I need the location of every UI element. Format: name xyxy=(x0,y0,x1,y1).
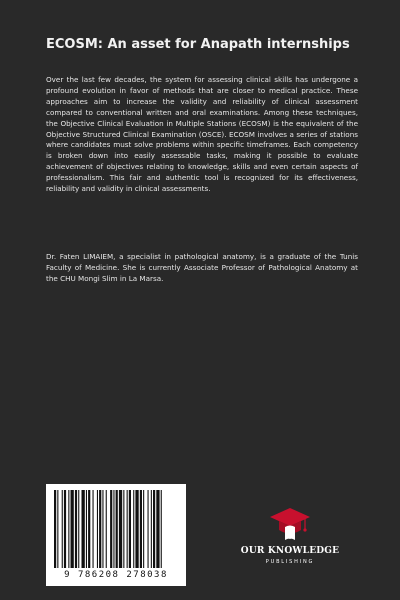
barcode-bar xyxy=(54,490,56,568)
barcode-bar xyxy=(62,490,63,568)
barcode-bar xyxy=(75,490,77,568)
barcode-bar xyxy=(119,490,122,568)
publisher-name: OUR KNOWLEDGE xyxy=(240,546,340,556)
barcode-bar xyxy=(110,490,112,568)
barcode-bar xyxy=(88,490,90,568)
barcode-digits: 9 786208 278038 xyxy=(64,570,168,580)
barcode-bar xyxy=(78,490,79,568)
barcode-bar xyxy=(143,490,144,568)
barcode-bar xyxy=(127,490,128,568)
barcode-bar xyxy=(123,490,124,568)
author-bio: Dr. Faten LIMAIEM, a specialist in pathological anatomy, is a graduate of the Tunis Faculty of Medicine. She is currently Associate Professor of Pathological Anatomy at the CHU Mongi Slim in La Marsa. xyxy=(46,252,358,283)
barcode-bar xyxy=(135,490,138,568)
barcode-bar xyxy=(153,490,155,568)
barcode-bar xyxy=(140,490,142,568)
barcode-bar xyxy=(133,490,134,568)
graduation-cap-icon xyxy=(269,506,311,542)
publisher-logo xyxy=(230,506,350,570)
isbn-barcode xyxy=(46,484,186,586)
barcode-bar xyxy=(97,490,98,568)
barcode-bars xyxy=(52,490,180,570)
barcode-bar xyxy=(151,490,152,568)
barcode-bar xyxy=(68,490,69,568)
barcode-bar xyxy=(102,490,103,568)
book-blurb: Over the last few decades, the system for assessing clinical skills has undergone a profound evolution in favor of methods that are closer to medical practice. These approaches aim to increase the validity and reliability of clinical assessment compared to conventional written and oral examinations. Among these techniques, the Objective Clinical Evaluation in Multiple Stations (ECOSM) is the equivalent of the Objective Structured Clinical Examination (OSCE). ECOSM involves a series of stations where candidates must solve problems within specific timeframes. Each competency is broken down into easily assessable tasks, making it possible to evaluate achievement of objectives relating to knowledge, skills and even certain aspects of professionalism. This fair and authentic tool is recognized for its effectiveness, reliability and validity in clinical assessments. xyxy=(46,75,358,194)
barcode-bar xyxy=(161,490,162,568)
barcode-bar xyxy=(57,490,58,568)
barcode-bar xyxy=(156,490,159,568)
barcode-bar xyxy=(99,490,101,568)
publisher-subtitle: PUBLISHING xyxy=(265,559,315,565)
barcode-bar xyxy=(71,490,74,568)
barcode-bar xyxy=(113,490,114,568)
barcode-bar xyxy=(148,490,149,568)
barcode-bar xyxy=(93,490,94,568)
barcode-bar xyxy=(82,490,85,568)
barcode-bar xyxy=(106,490,107,568)
barcode-bar xyxy=(116,490,118,568)
book-title: ECOSM: An asset for Anapath internships xyxy=(46,37,350,52)
barcode-bar xyxy=(86,490,87,568)
barcode-bar xyxy=(129,490,131,568)
barcode-bar xyxy=(64,490,66,568)
